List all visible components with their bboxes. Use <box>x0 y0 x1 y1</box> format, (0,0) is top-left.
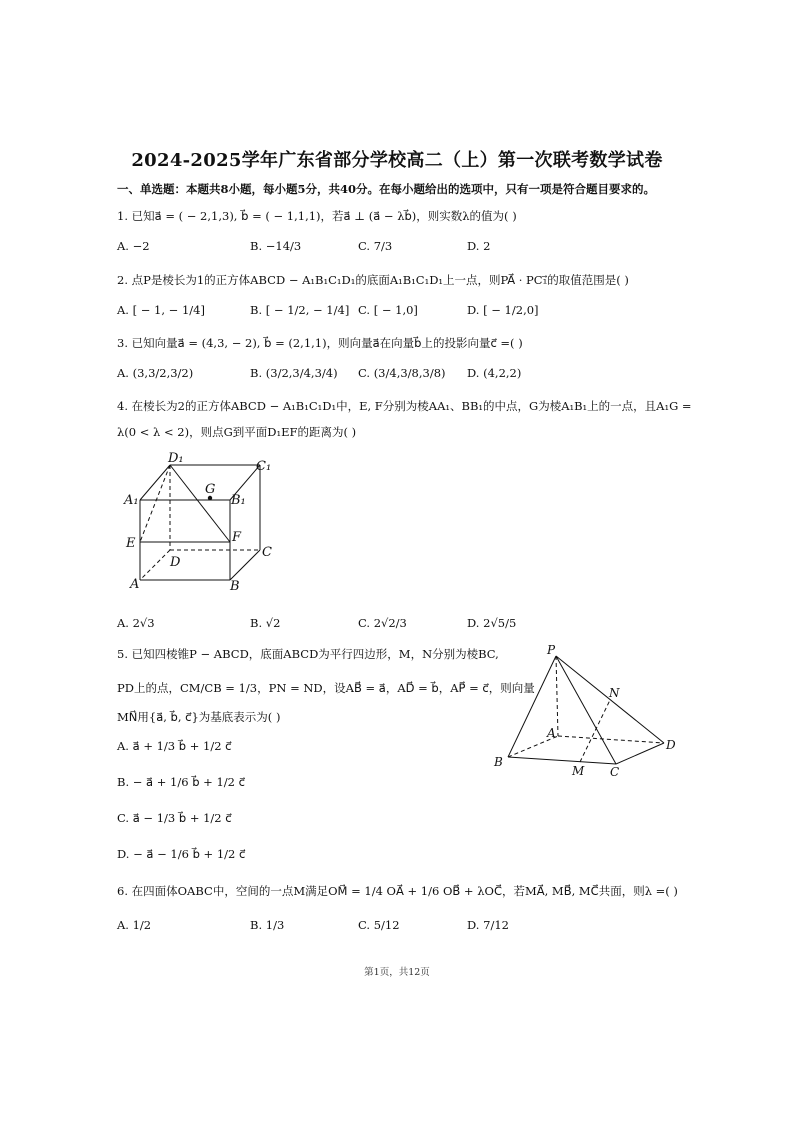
label-b1: B₁ <box>231 493 246 508</box>
question-6-stem: 6. 在四面体OABC中，空间的一点M满足OM⃗ = 1/4 OA⃗ + 1/6 OB⃗ + λOC⃗，若MA⃗, MB⃗, MC⃗共面，则λ =( ) <box>117 884 678 898</box>
q2-option-b: B. [ − 1/2, − 1/4] <box>250 303 350 317</box>
q1-option-d: D. 2 <box>467 239 491 253</box>
pyramid-edge-cd <box>616 743 664 764</box>
label-d1: D₁ <box>168 451 184 466</box>
question-3-stem: 3. 已知向量a⃗ = (4,3, − 2), b⃗ = (2,1,1)，则向量a⃗在向量b⃗上的投影向量c⃗ =( ) <box>117 336 523 350</box>
pyramid-edge-pc <box>556 656 616 764</box>
q2-option-a: A. [ − 1, − 1/4] <box>117 303 205 317</box>
segment-d1f <box>170 465 230 542</box>
question-2-stem: 2. 点P是棱长为1的正方体ABCD − A₁B₁C₁D₁的底面A₁B₁C₁D₁上一点，则PA⃗ · PC₁⃗的取值范围是( ) <box>117 273 629 287</box>
q4-option-c: C. 2√2/3 <box>358 616 407 630</box>
segment-mn-hidden <box>580 700 610 762</box>
q4-option-a: A. 2√3 <box>117 616 155 630</box>
q3-option-c: C. (3/4,3/8,3/8) <box>358 366 446 380</box>
q5-option-a: A. a⃗ + 1/3 b⃗ + 1/2 c⃗ <box>117 739 232 753</box>
cube-figure <box>120 450 290 595</box>
label-b-pyramid: B <box>494 755 503 769</box>
question-5-stem-line-2: PD上的点，CM/CB = 1/3，PN = ND，设AB⃗ = a⃗，AD⃗ = b⃗，AP⃗ = c⃗，则向量 <box>117 681 535 695</box>
section-heading: 一、单选题：本题共8小题，每小题5分，共40分。在每小题给出的选项中，只有一项是符合题目要求的。 <box>117 182 656 196</box>
q1-option-c: C. 7/3 <box>358 239 393 253</box>
page-title: 2024-2025学年广东省部分学校高二（上）第一次联考数学试卷 <box>131 150 663 171</box>
label-a: A <box>130 577 140 592</box>
q3-option-b: B. (3/2,3/4,3/4) <box>250 366 338 380</box>
cube-edge-da-hidden <box>140 550 170 580</box>
q6-option-a: A. 1/2 <box>117 918 152 932</box>
question-5-stem-line-1: 5. 已知四棱锥P − ABCD，底面ABCD为平行四边形，M，N分别为棱BC, <box>117 647 499 661</box>
label-a1: A₁ <box>124 493 139 508</box>
q6-option-b: B. 1/3 <box>250 918 285 932</box>
label-m: M <box>572 764 585 778</box>
question-4-stem-line-1: 4. 在棱长为2的正方体ABCD − A₁B₁C₁D₁中，E, F分别为棱AA₁、BB₁的中点，G为棱A₁B₁上的一点，且A₁G = <box>117 399 692 413</box>
q2-option-d: D. [ − 1/2,0] <box>467 303 539 317</box>
q5-option-d: D. − a⃗ − 1/6 b⃗ + 1/2 c⃗ <box>117 847 246 861</box>
q5-option-b: B. − a⃗ + 1/6 b⃗ + 1/2 c⃗ <box>117 775 245 789</box>
cube-edge-bc <box>230 550 260 580</box>
label-d-pyramid: D <box>666 738 676 752</box>
pyramid-edge-pb <box>508 656 556 757</box>
cube-edge-a1d1 <box>140 465 170 500</box>
question-1-stem: 1. 已知a⃗ = ( − 2,1,3), b⃗ = ( − 1,1,1)，若a⃗ ⊥ (a⃗ − λb⃗)，则实数λ的值为( ) <box>117 209 517 223</box>
pyramid-edge-bc <box>508 757 616 764</box>
question-5-stem-line-3: MN⃗用{a⃗, b⃗, c⃗}为基底表示为( ) <box>117 710 281 724</box>
label-a-pyramid: A <box>547 726 556 740</box>
q4-option-b: B. √2 <box>250 616 281 630</box>
label-c: C <box>262 545 272 560</box>
label-c-pyramid: C <box>610 765 620 779</box>
page-footer: 第1页，共12页 <box>364 967 430 978</box>
label-n: N <box>609 686 620 700</box>
label-p: P <box>547 643 556 657</box>
q1-option-b: B. −14/3 <box>250 239 302 253</box>
label-c1: C₁ <box>256 459 272 474</box>
question-4-stem-line-2: λ(0 < λ < 2)，则点G到平面D₁EF的距离为( ) <box>117 425 357 439</box>
label-g: G <box>205 482 216 497</box>
pyramid-edge-pa-hidden <box>556 656 558 736</box>
q6-option-c: C. 5/12 <box>358 918 400 932</box>
label-e: E <box>126 536 136 551</box>
q2-option-c: C. [ − 1,0] <box>358 303 418 317</box>
segment-d1e-hidden <box>140 465 170 542</box>
q3-option-d: D. (4,2,2) <box>467 366 522 380</box>
q3-option-a: A. (3,3/2,3/2) <box>117 366 194 380</box>
q4-option-d: D. 2√5/5 <box>467 616 517 630</box>
q1-option-a: A. −2 <box>117 239 150 253</box>
q5-option-c: C. a⃗ − 1/3 b⃗ + 1/2 c⃗ <box>117 811 232 825</box>
label-d: D <box>170 555 181 570</box>
pyramid-edge-ad-hidden <box>558 736 664 743</box>
label-b: B <box>230 579 240 594</box>
q6-option-d: D. 7/12 <box>467 918 509 932</box>
pyramid-figure <box>488 640 688 785</box>
label-f: F <box>232 530 242 545</box>
